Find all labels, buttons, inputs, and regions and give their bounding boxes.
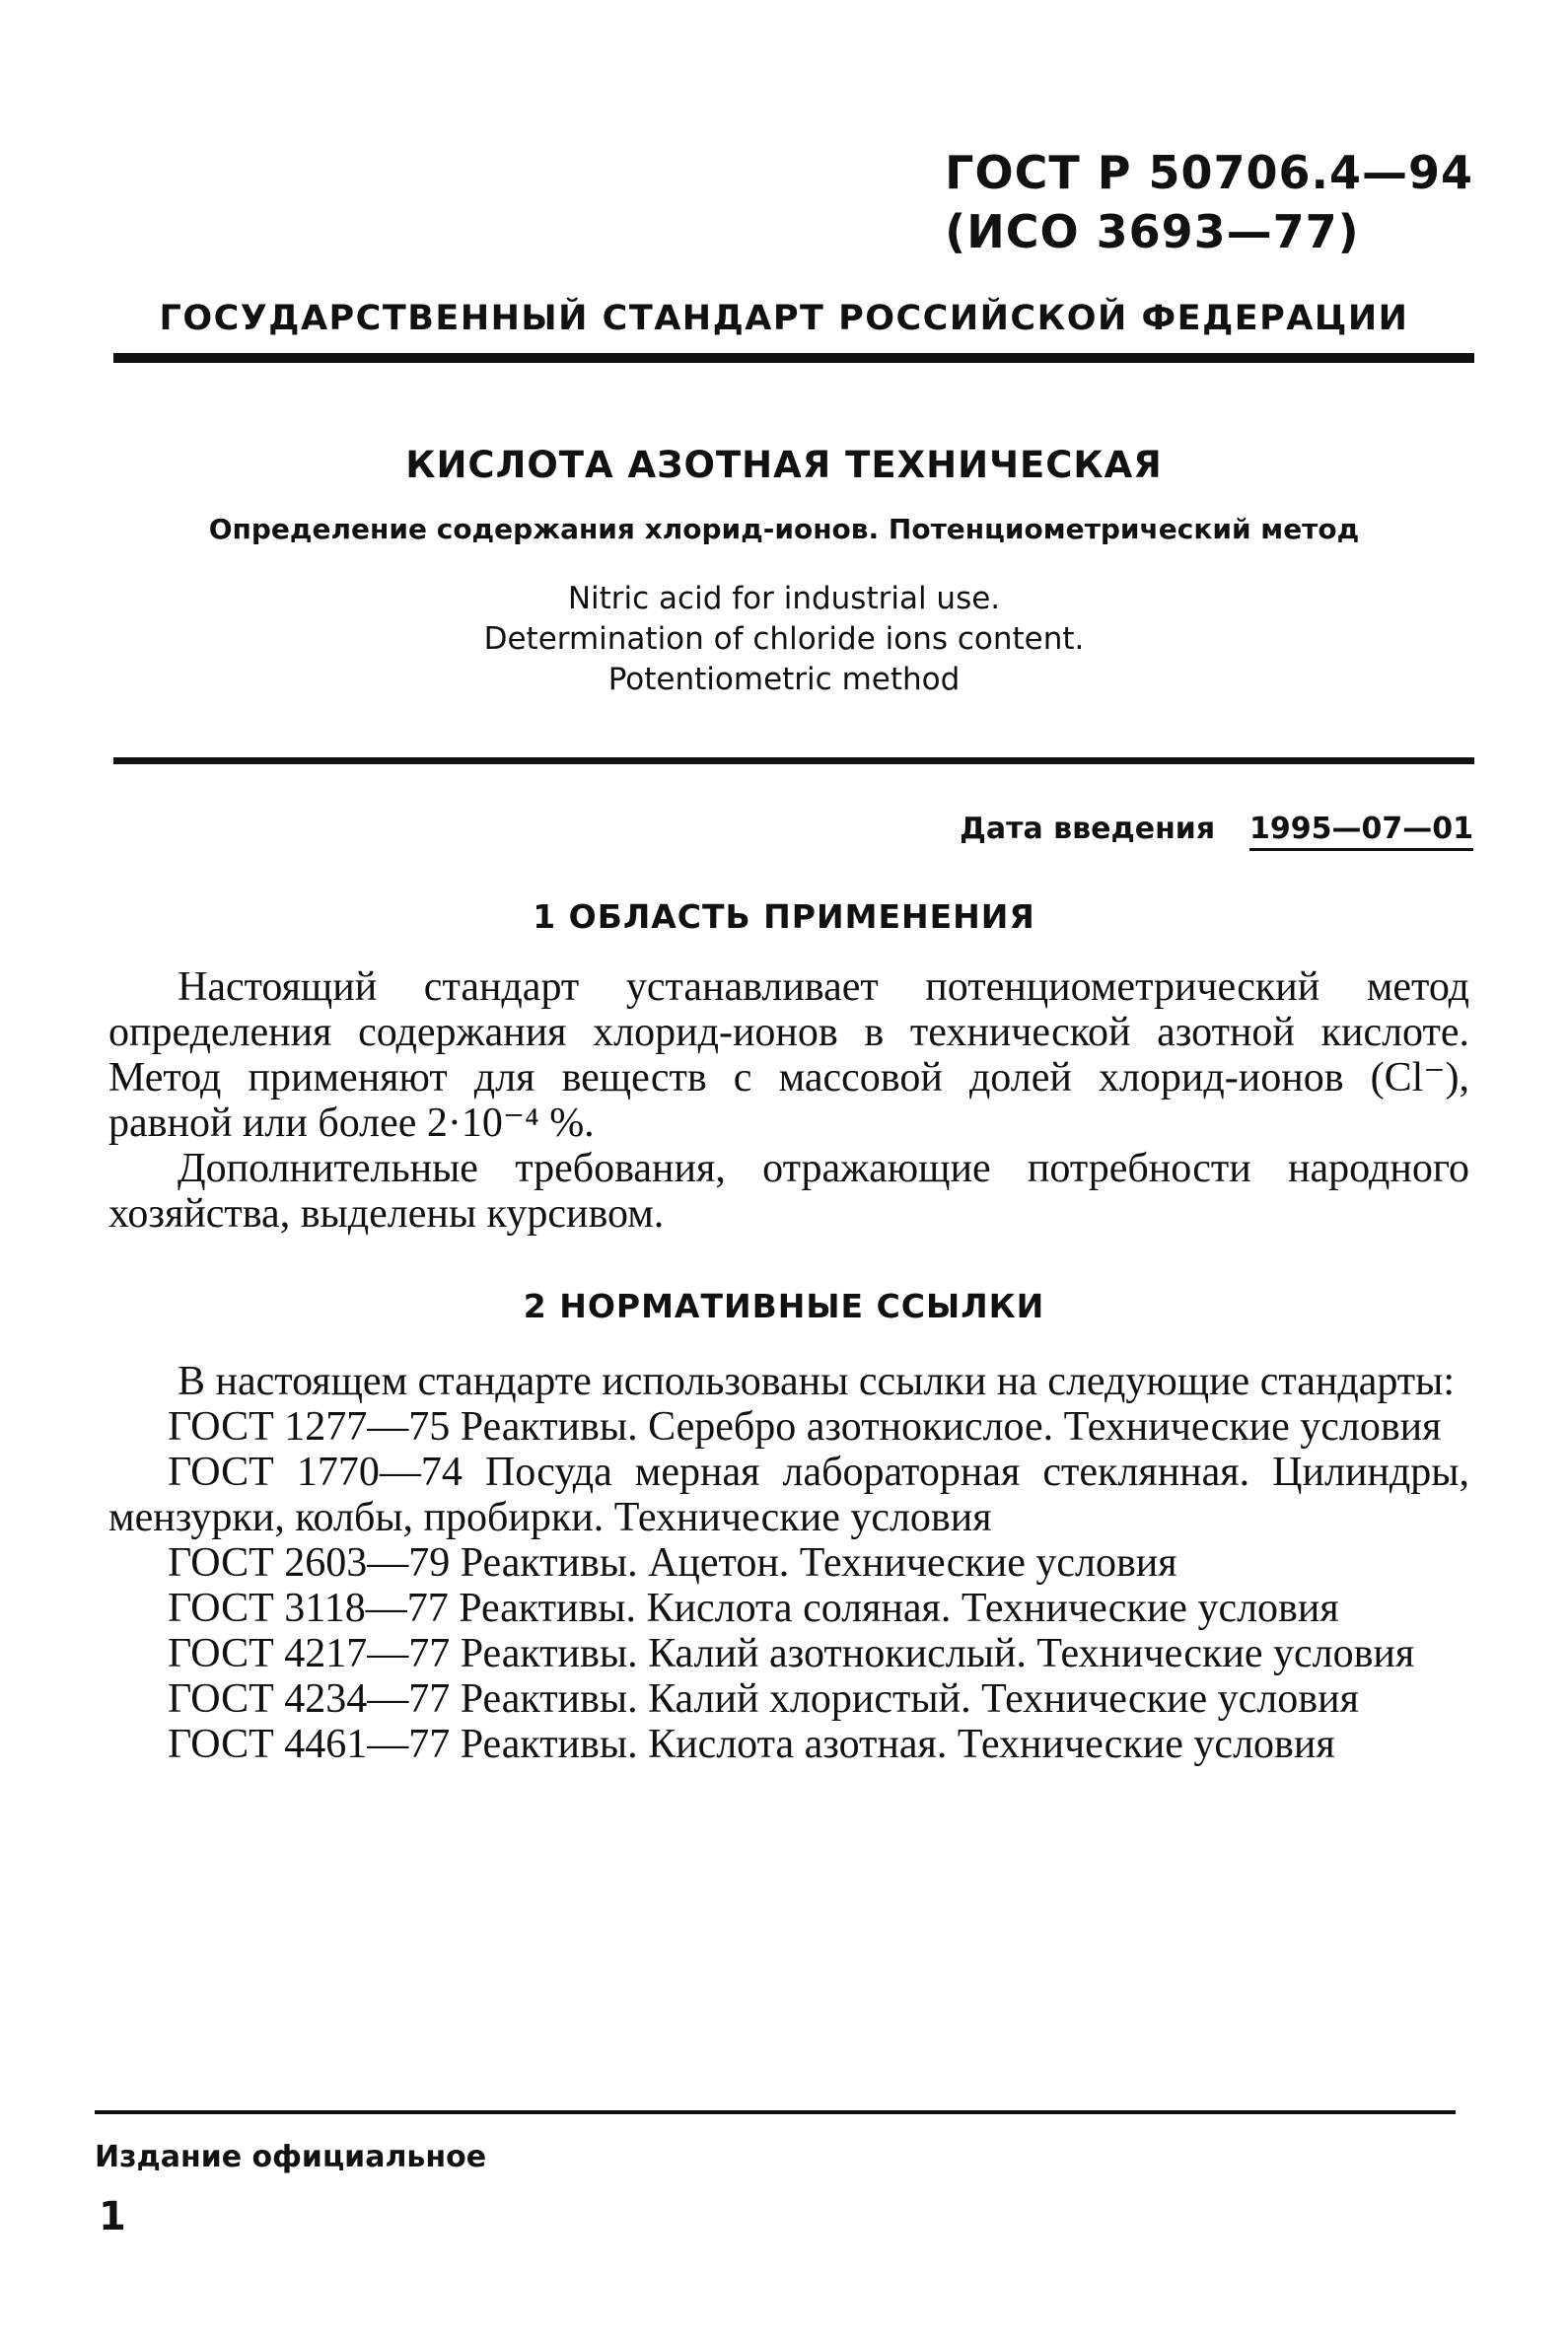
gost-number: ГОСТ Р 50706.4—94 [945,146,1473,199]
english-title-line: Potentiometric method [607,662,961,697]
document-code [945,143,1473,261]
document-subtitle: Определение содержания хлорид-ионов. Потенциометрический метод [208,513,1360,545]
reference-item: ГОСТ 4234—77 Реактивы. Калий хлористый. Технические условия [168,1676,1359,1722]
reference-item: ГОСТ 2603—79 Реактивы. Ацетон. Технические условия [168,1540,1177,1586]
section-heading: 2 НОРМАТИВНЫЕ ССЫЛКИ [523,1287,1045,1325]
title-bottom-rule [113,757,1474,764]
top-rule [113,353,1474,363]
section-heading: 1 ОБЛАСТЬ ПРИМЕНЕНИЯ [533,897,1035,936]
reference-item: ГОСТ 1770—74 Посуда мерная лабораторная стеклянная. Цилиндры, мензурки, колбы, пробирки. Технические условия [108,1450,1469,1540]
reference-item: ГОСТ 3118—77 Реактивы. Кислота соляная. Технические условия [168,1586,1339,1631]
document-title: КИСЛОТА АЗОТНАЯ ТЕХНИЧЕСКАЯ [405,444,1163,486]
state-standard-heading: ГОСУДАРСТВЕННЫЙ СТАНДАРТ РОССИЙСКОЙ ФЕДЕРАЦИИ [159,299,1409,338]
reference-item: ГОСТ 4217—77 Реактивы. Калий азотнокислый. Технические условия [168,1631,1415,1676]
english-title-line: Determination of chloride ions content. [483,621,1085,657]
introduction-date [960,812,1473,846]
english-title-line: Nitric acid for industrial use. [567,581,1001,616]
paragraph: Настоящий стандарт устанавливает потенциометрический метод определения содержания хлорид-ионов в технической азотной кислоте. Метод применяют для веществ с массовой долей хлорид-ионов (Cl⁻), равной или более 2·10⁻⁴ %. [108,964,1469,1146]
english-title [0,579,1568,700]
reference-item: ГОСТ 1277—75 Реактивы. Серебро азотнокислое. Технические условия [168,1404,1442,1450]
introduction-date-label: Дата введения [960,812,1216,846]
section-1-body [108,964,1469,1237]
footer-rule [95,2110,1456,2114]
page-number: 1 [99,2194,126,2239]
iso-number: (ИСО 3693—77) [945,205,1360,258]
paragraph: Дополнительные требования, отражающие потребности народного хозяйства, выделены курсивом. [108,1146,1469,1237]
edition-label: Издание официальное [95,2140,487,2174]
paragraph: В настоящем стандарте использованы ссылки на следующие стандарты: [178,1359,1456,1404]
section-2-body [108,1359,1469,1767]
reference-item: ГОСТ 4461—77 Реактивы. Кислота азотная. Технические условия [168,1722,1335,1767]
introduction-date-value: 1995—07—01 [1249,812,1473,851]
